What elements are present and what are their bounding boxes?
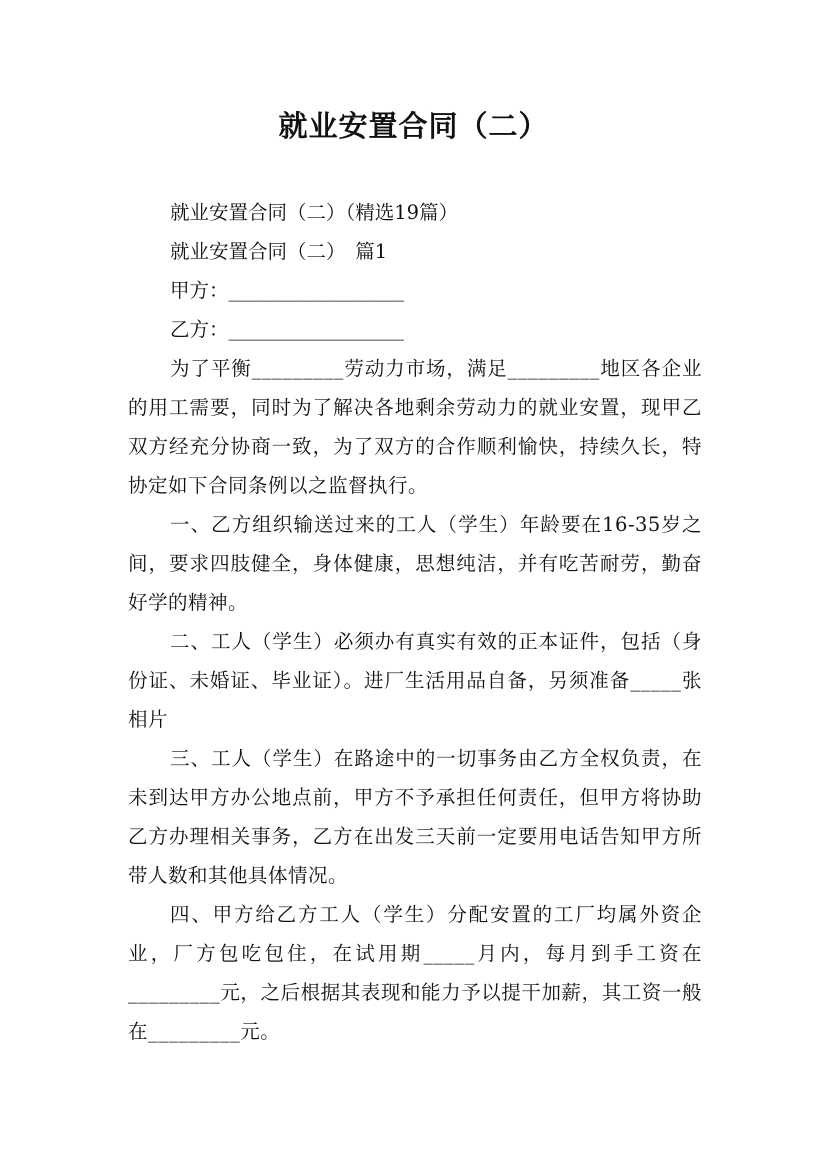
paragraph-intro: 为了平衡_________劳动力市场，满足_________地区各企业的用工需要，同时为了解决各地剩余劳动力的就业安置，现甲乙双方经充分协商一致，为了双方的合作顺利愉快，持续久长，特协定如下合同条例以之监督执行。 (128, 357, 702, 497)
document-subtitle: 就业安置合同（二）（精选19篇） (170, 201, 459, 224)
paragraph-clause-1: 一、乙方组织输送过来的工人（学生）年龄要在16-35岁之间，要求四肢健全，身体健康，思想纯洁，并有吃苦耐劳，勤奋好学的精神。 (128, 513, 702, 614)
party-a-line: 甲方：__________________ (170, 279, 405, 302)
document-title: 就业安置合同（二） (278, 109, 549, 143)
paragraph-clause-2: 二、工人（学生）必须办有真实有效的正本证件，包括（身份证、未婚证、毕业证）。进厂生活用品自备，另须准备_____张相片 (128, 630, 702, 731)
section-heading: 就业安置合同（二） 篇1 (170, 240, 388, 263)
paragraph-clause-4: 四、甲方给乙方工人（学生）分配安置的工厂均属外资企业，厂方包吃包住，在试用期_____月内，每月到手工资在_________元，之后根据其表现和能力予以提干加薪，其工资一般在_________元。 (128, 903, 702, 1043)
paragraph-clause-3: 三、工人（学生）在路途中的一切事务由乙方全权负责，在未到达甲方办公地点前，甲方不予承担任何责任，但甲方将协助乙方办理相关事务，乙方在出发三天前一定要用电话告知甲方所带人数和其他具体情况。 (128, 747, 702, 887)
document-body (128, 193, 702, 1051)
party-b-line: 乙方：__________________ (170, 318, 405, 341)
